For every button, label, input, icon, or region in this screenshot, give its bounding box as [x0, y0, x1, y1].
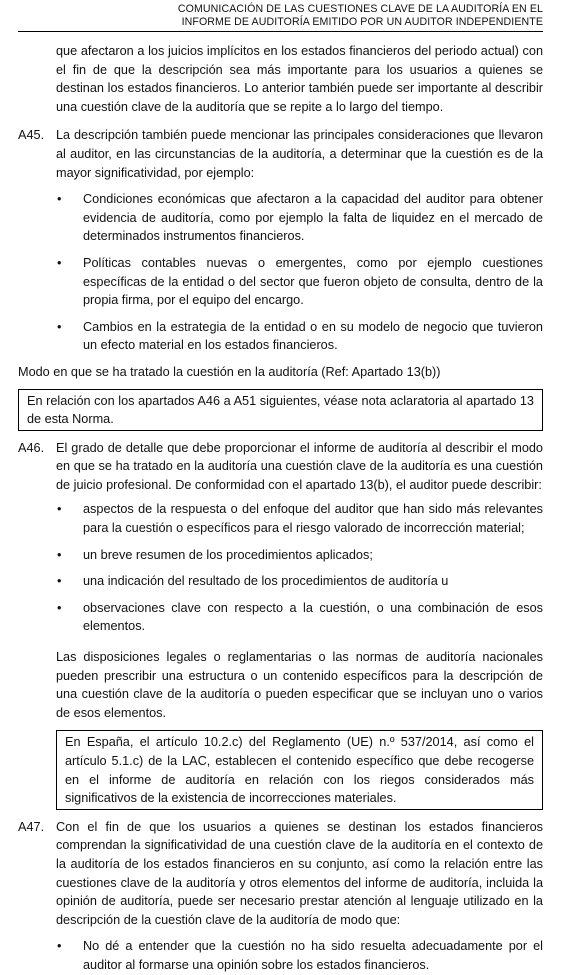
- list-item-text: Cambios en la estrategia de la entidad o en su modelo de negocio que tuvieron un efecto material en los estados financieros.: [83, 319, 543, 353]
- spain-note-box: En España, el artículo 10.2.c) del Reglamento (UE) n.º 537/2014, así como el artículo 5.1.c) de la LAC, establecen el contenido específico que debe recogerse en el informe de auditoría en relación con los riegos considerados más significativos de la existencia de incorrecciones materiales.: [56, 730, 543, 809]
- bullet-glyph: •: [57, 255, 62, 270]
- bullet-glyph: •: [57, 319, 62, 334]
- header-line-1: COMUNICACIÓN DE LAS CUESTIONES CLAVE DE LA AUDITORÍA EN EL: [177, 3, 543, 15]
- page-header: [60, 3, 543, 28]
- list-item: [56, 572, 543, 591]
- list-item-text: observaciones clave con respecto a la cuestión, o una combinación de esos elementos.: [83, 600, 543, 634]
- continued-paragraph: que afectaron a los juicios implícitos en los estados financieros del periodo actual) con el fin de que la descripción sea más importante para los usuarios a quienes se destinan los estados financieros. Lo anterior también puede ser importante al describir una cuestión clave de la auditoría que se repite a lo largo del tiempo.: [56, 44, 543, 114]
- bullet-glyph: •: [57, 600, 62, 615]
- section-subheading: Modo en que se ha tratado la cuestión en la auditoría (Ref: Apartado 13(b)): [18, 364, 441, 379]
- list-item-text: aspectos de la respuesta o del enfoque del auditor que han sido más relevantes para la cuestión o específicos para el riesgo valorado de incorrección material;: [83, 502, 543, 536]
- bullet-glyph: •: [57, 502, 62, 517]
- list-item-text: una indicación del resultado de los procedimientos de auditoría u: [83, 574, 449, 589]
- bullet-glyph: •: [57, 939, 62, 954]
- header-line-2: INFORME DE AUDITORÍA EMITIDO POR UN AUDITOR INDEPENDIENTE: [181, 15, 543, 28]
- paragraph-text: La descripción también puede mencionar las principales consideraciones que llevaron al auditor, en las circunstancias de la auditoría, a determinar que la cuestión es de la mayor significatividad, por ejemplo:: [56, 128, 543, 180]
- a45-bullet-list: [18, 190, 543, 355]
- list-item: [56, 318, 543, 355]
- list-item: [56, 599, 543, 636]
- paragraph-number: A47.: [18, 819, 45, 834]
- list-item: [56, 937, 543, 974]
- paragraph-a45: [18, 126, 543, 182]
- paragraph-a46: [18, 439, 543, 495]
- list-item-text: Condiciones económicas que afectaron a la capacidad del auditor para obtener evidencia de auditoría, como por ejemplo la falta de liquidez en el mercado de determinados instrumentos financieros.: [83, 192, 543, 244]
- a46-followup-paragraph: Las disposiciones legales o reglamentarias o las normas de auditoría nacionales pueden prescribir una estructura o un contenido específicos para la descripción de una cuestión clave de la auditoría o pueden especificar que se incluyan uno o varios de esos elementos.: [56, 650, 543, 720]
- spain-box-wrapper: [18, 730, 543, 809]
- paragraph-a47: [18, 818, 543, 930]
- bullet-glyph: •: [57, 547, 62, 562]
- paragraph-number: A46.: [18, 440, 45, 455]
- bullet-glyph: •: [57, 574, 62, 589]
- list-item: [56, 500, 543, 537]
- paragraph-text: El grado de detalle que debe proporcionar el informe de auditoría al describir el modo en que se ha tratado en la auditoría una cuestión clave de la auditoría es una cuestión de juicio profesional. De conformidad con el apartado 13(b), el auditor puede describir:: [56, 440, 543, 492]
- paragraph-text: Con el fin de que los usuarios a quienes se destinan los estados financieros comprendan la significatividad de una cuestión clave de la auditoría en el contexto de la auditoría de los estados financieros en su conjunto, así como la relación entre las cuestiones clave de la auditoría y otros elementos del informe de auditoría, incluida la opinión de auditoría, puede ser necesario prestar atención al lenguaje utilizado en la descripción de la cuestión clave de la auditoría de modo que:: [56, 819, 543, 927]
- document-body: [18, 42, 543, 975]
- list-item: [56, 254, 543, 310]
- list-item-text: No dé a entender que la cuestión no ha sido resuelta adecuadamente por el auditor al formarse una opinión sobre los estados financieros.: [83, 939, 543, 972]
- note-box: En relación con los apartados A46 a A51 siguientes, véase nota aclaratoria al apartado 13 de esta Norma.: [18, 389, 543, 431]
- list-item-text: Políticas contables nuevas o emergentes, como por ejemplo cuestiones específicas de la entidad o del sector que fueron objeto de consulta, dentro de la propia firma, por el equipo del encargo.: [83, 255, 543, 308]
- list-item: [56, 546, 543, 565]
- list-item-text: un breve resumen de los procedimientos aplicados;: [83, 547, 373, 562]
- bullet-glyph: •: [57, 192, 62, 207]
- a47-bullet-list: [18, 937, 543, 974]
- header-rule: [18, 31, 543, 32]
- paragraph-number: A45.: [18, 128, 45, 143]
- list-item: [56, 190, 543, 246]
- a46-bullet-list: [18, 500, 543, 636]
